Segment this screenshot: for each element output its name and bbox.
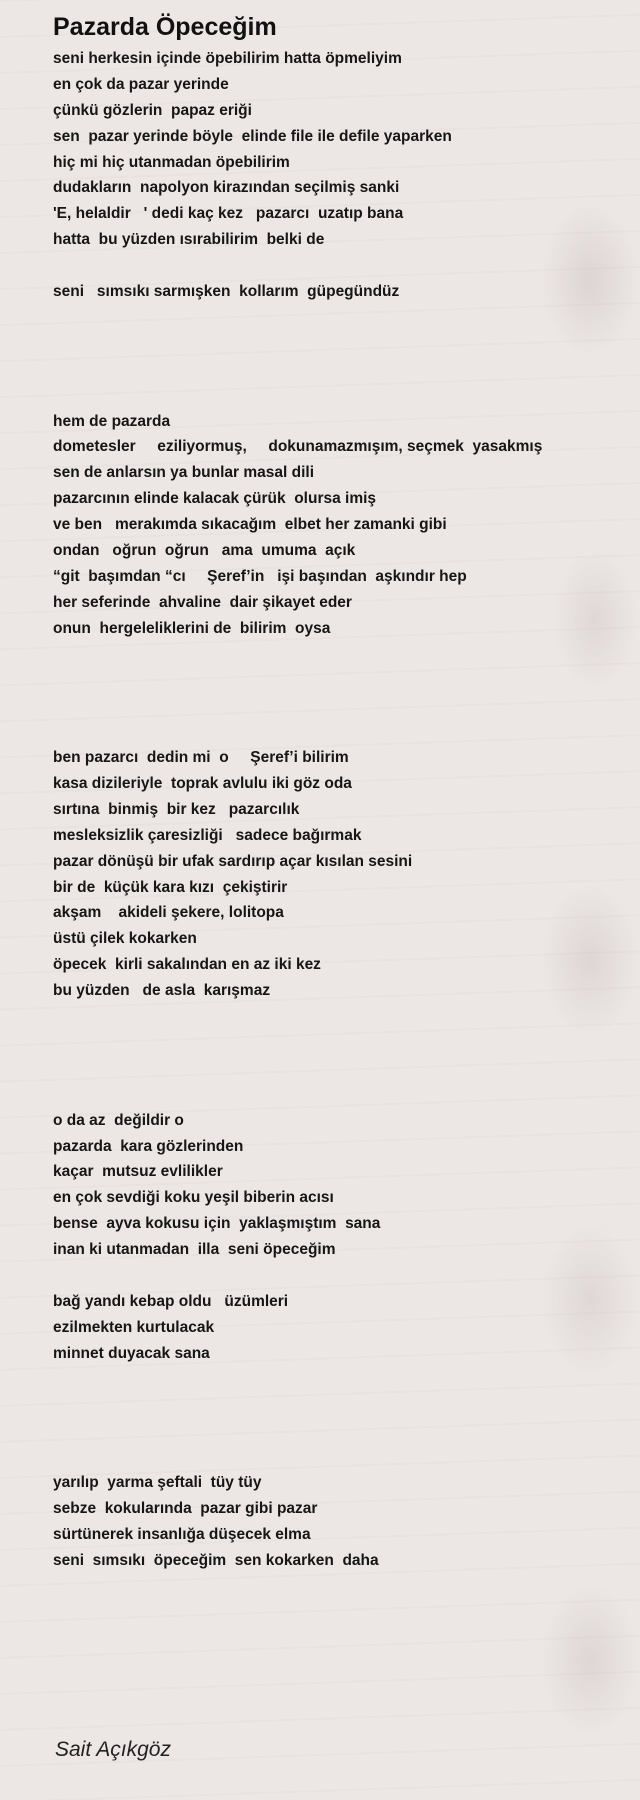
stanza-2 [53,279,613,305]
poem-line: her seferinde ahvaline dair şikayet eder [53,593,352,611]
stanza-gap [53,1367,613,1471]
poem-line: en çok da pazar yerinde [53,75,229,93]
poem-line: ben pazarcı dedin mi o Şeref’i bilirim [53,749,349,767]
stanza-5 [53,1108,613,1263]
poem-line: sen de anlarsın ya bunlar masal dili [53,464,315,482]
poem-line: dometesler eziliyormuş, dokunamazmışım, seçmek yasakmış [53,438,543,456]
poem-line: yarılıp yarma şeftali tüy tüy [53,1474,262,1492]
poem-line: kaçar mutsuz evlilikler [53,1163,223,1181]
stanza-gap [53,1004,613,1108]
stanza-7 [53,1470,613,1574]
poem-line: bense ayva kokusu için yaklaşmıştım sana [53,1215,381,1233]
poem-line: sırtına binmiş bir kez pazarcılık [53,800,300,818]
poem-line: çünkü gözlerin papaz eriği [53,101,252,119]
poem-line: bağ yandı kebap oldu üzümleri [53,1292,289,1310]
stanza-gap [53,1263,613,1289]
poem-author: Sait Açıkgöz [55,1738,171,1761]
poem-line: ondan oğrun oğrun ama umuma açık [53,541,356,559]
poem-line: ezilmekten kurtulacak [53,1318,215,1336]
poem-line: “git başımdan “cı Şeref’in işi başından aşkındır hep [53,567,467,585]
stanza-1 [53,46,613,253]
poem-line: sebze kokularında pazar gibi pazar [53,1500,318,1517]
poem-line: mesleksizlik çaresizliği sadece bağırmak [53,826,362,844]
stanza-6 [53,1289,613,1367]
stanza-gap [53,253,613,279]
poem-line: kasa dizileriyle toprak avlulu iki göz oda [53,775,352,792]
stanza-gap [53,305,613,409]
poem-line: onun hergeleliklerini de bilirim oysa [53,619,331,637]
stanza-gap [53,642,613,746]
poem-line: pazarda kara gözlerinden [53,1137,244,1155]
poem-line: pazarcının elinde kalacak çürük olursa imiş [53,490,377,508]
poem-line: sen pazar yerinde böyle elinde file ile defile yaparken [53,127,452,145]
poem-line: sürtünerek insanlığa düşecek elma [53,1525,311,1543]
stanza-4 [53,745,613,1004]
poem-line: ve ben merakımda sıkacağım elbet her zamanki gibi [53,516,447,534]
stanza-3 [53,409,613,642]
poem-line: bu yüzden de asla karışmaz [53,982,271,1000]
poem-line: dudakların napolyon kirazından seçilmiş sanki [53,179,400,197]
poem-line: o da az değildir o [53,1111,184,1129]
poem-line: hiç mi hiç utanmadan öpebilirim [53,153,290,171]
poem-line: hem de pazarda [53,412,171,430]
poem-line: inan ki utanmadan illa seni öpeceğim [53,1241,336,1259]
poem-line: pazar dönüşü bir ufak sardırıp açar kısılan sesini [53,852,413,870]
poem-line: minnet duyacak sana [53,1344,210,1362]
poem-title: Pazarda Öpeceğim [53,13,277,41]
poem-line: öpecek kirli sakalından en az iki kez [53,956,321,974]
poem-line: hatta bu yüzden ısırabilirim belki de [53,231,325,249]
poem-line: 'E, helaldir ' dedi kaç kez pazarcı uzatıp bana [53,205,404,223]
poem-line: seni sımsıkı sarmışken kollarım güpegündüz [53,283,400,301]
poem-line: en çok sevdiği koku yeşil biberin acısı [53,1189,334,1207]
poem-line: seni herkesin içinde öpebilirim hatta öpmeliyim [53,50,402,67]
poem-line: bir de küçük kara kızı çekiştirir [53,878,288,896]
poem-page [53,12,613,1574]
poem-line: üstü çilek kokarken [53,930,197,948]
poem-line: seni sımsıkı öpeceğim sen kokarken daha [53,1551,379,1569]
poem-line: akşam akideli şekere, lolitopa [53,904,284,922]
